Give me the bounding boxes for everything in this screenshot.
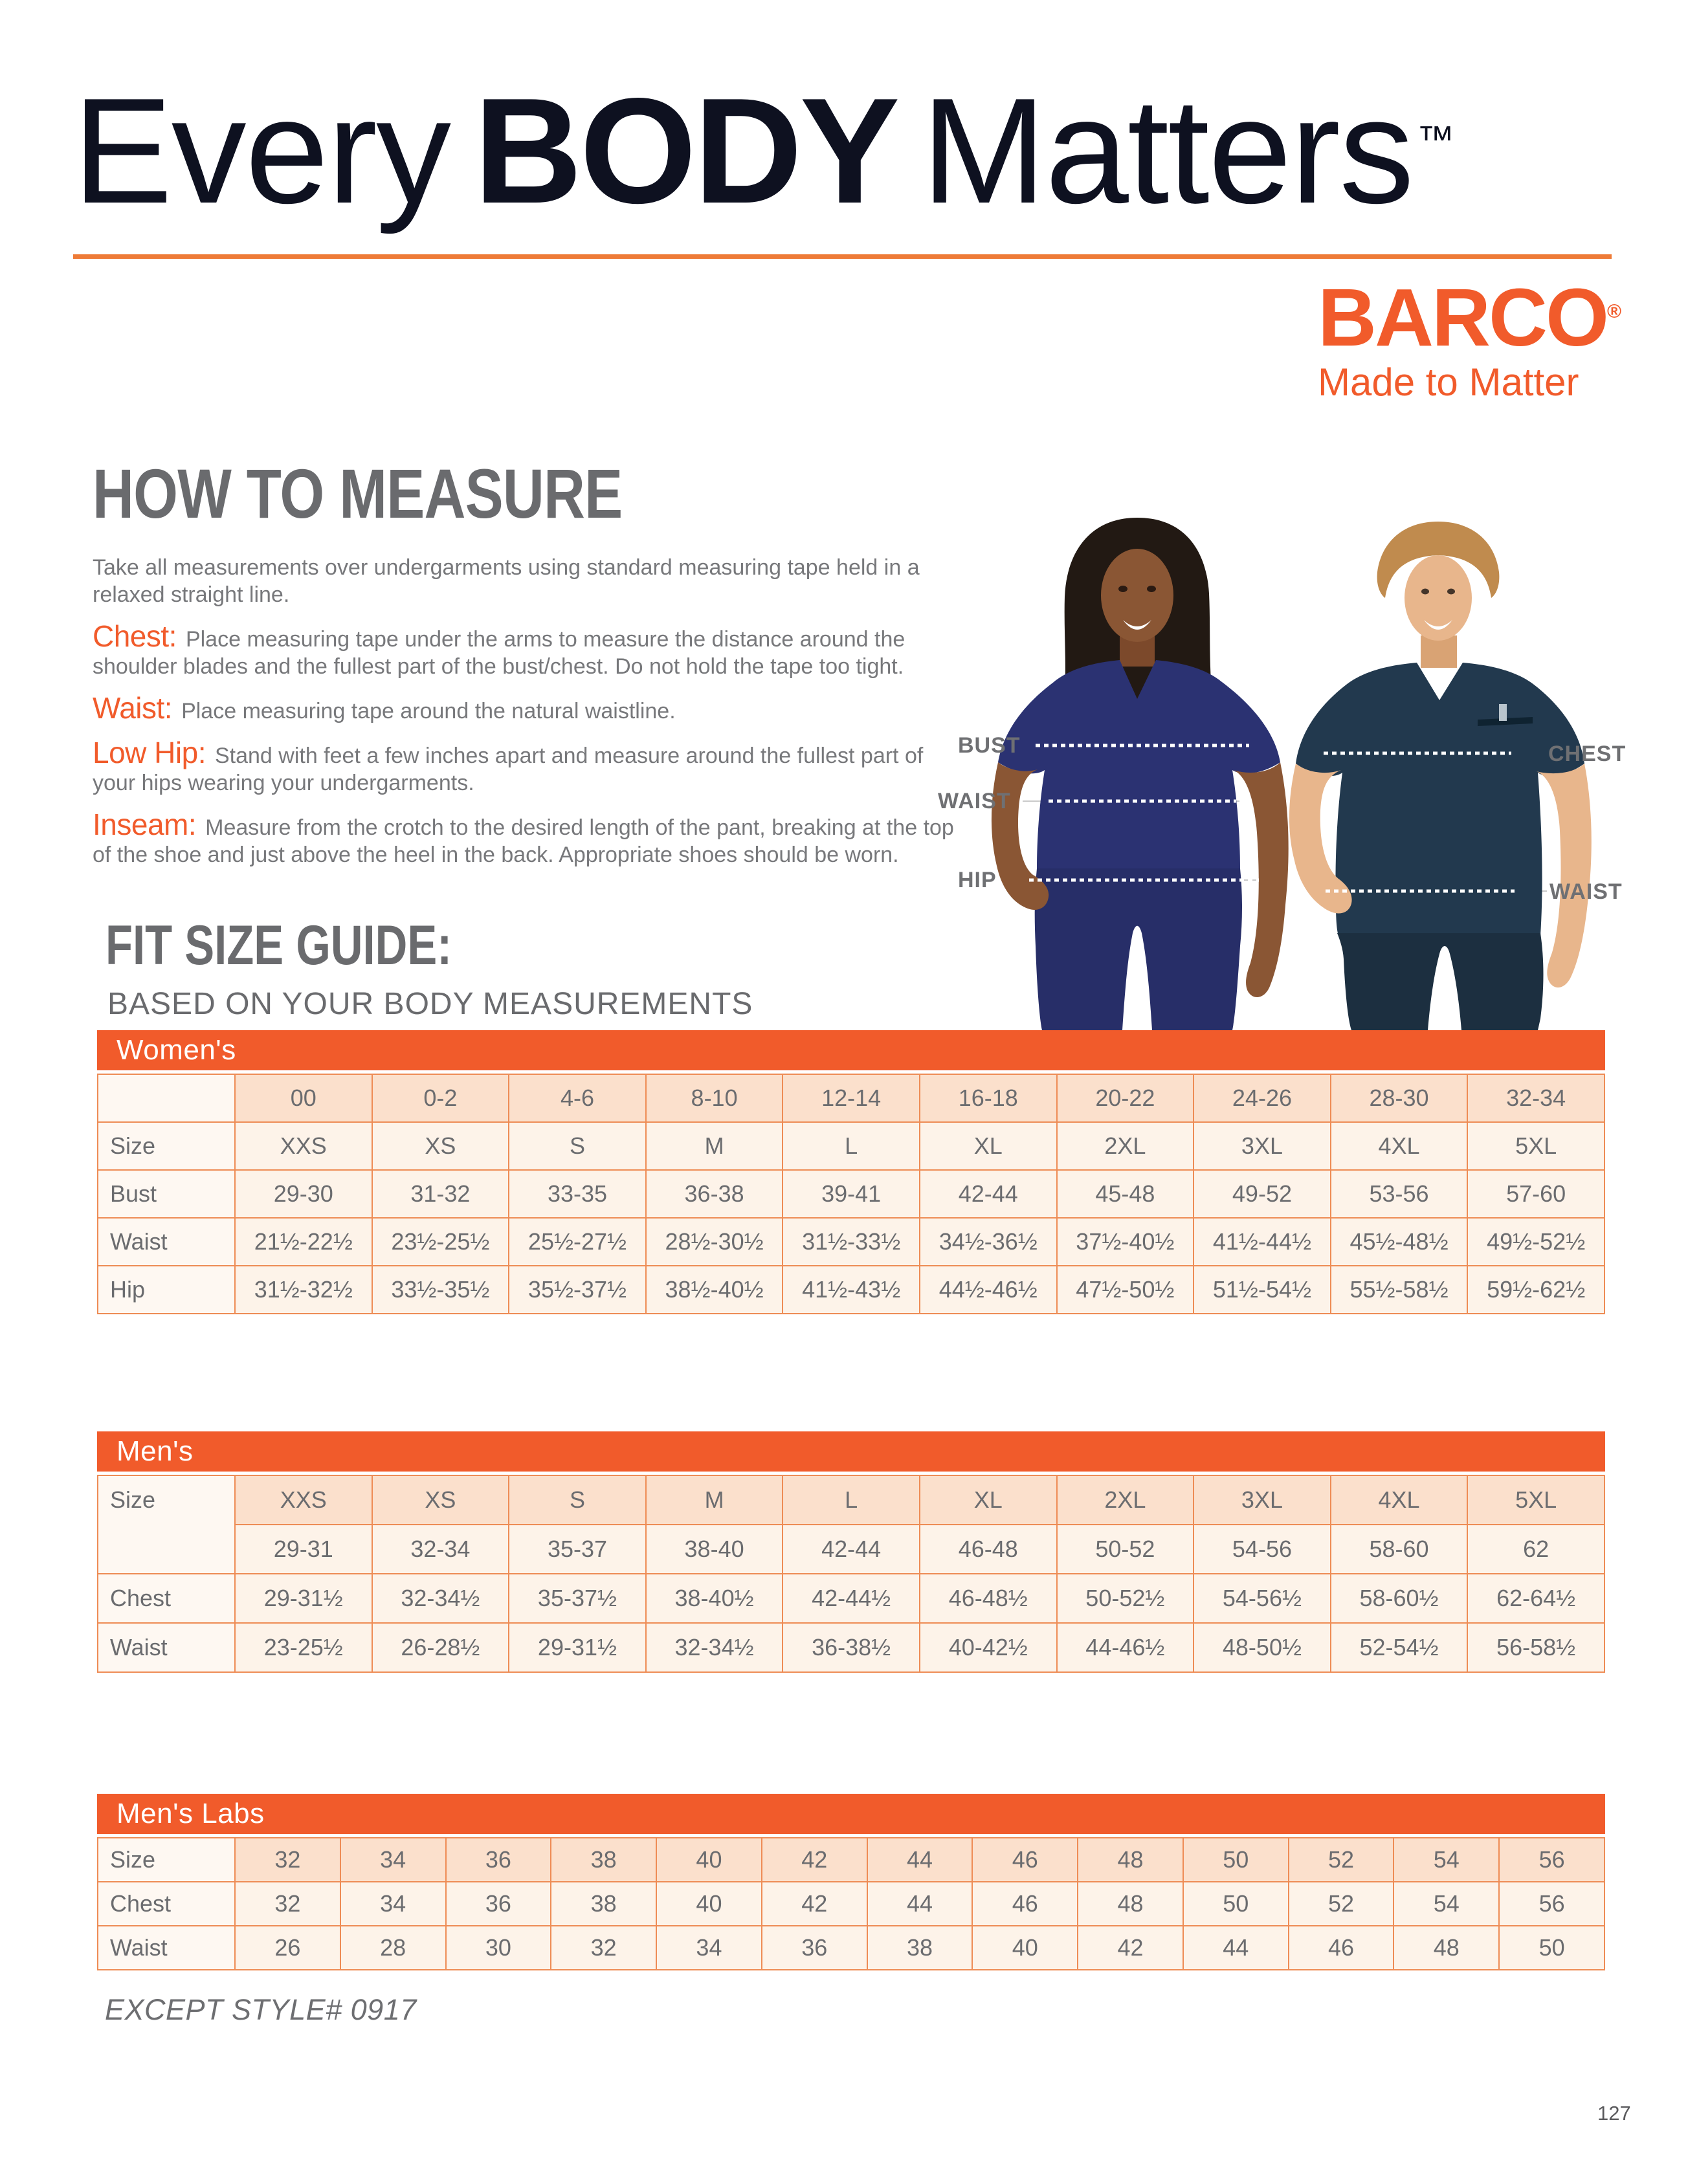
title-post: Matters xyxy=(921,67,1414,235)
size-value-cell: 2XL xyxy=(1057,1122,1194,1170)
size-value-cell: XS xyxy=(372,1475,509,1525)
size-value-cell: 40 xyxy=(972,1926,1078,1970)
size-value-cell: 3XL xyxy=(1194,1122,1331,1170)
size-value-cell: 32-34 xyxy=(372,1525,509,1574)
size-value-cell: 40-42½ xyxy=(920,1623,1057,1672)
row-label: Bust xyxy=(98,1170,235,1218)
woman-figure-illustration xyxy=(992,518,1289,1030)
size-value-cell: XL xyxy=(920,1122,1057,1170)
man-figure-illustration xyxy=(1289,522,1592,1030)
brand-logo xyxy=(1318,272,1622,404)
measure-label-chest: Chest: xyxy=(93,619,177,653)
size-value-cell: 56-58½ xyxy=(1467,1623,1605,1672)
size-value-cell: 42-44½ xyxy=(783,1574,920,1623)
fit-size-guide-subheading: BASED ON YOUR BODY MEASUREMENTS xyxy=(107,987,753,1021)
size-value-cell: 33-35 xyxy=(509,1170,646,1218)
size-value-cell: M xyxy=(646,1122,783,1170)
mens-size-table-section xyxy=(97,1431,1605,1673)
size-value-cell: 3XL xyxy=(1194,1475,1331,1525)
size-value-cell: 38 xyxy=(551,1882,656,1926)
hip-label: HIP xyxy=(958,868,997,892)
how-to-measure-copy xyxy=(93,554,960,883)
measure-label-waist: Waist: xyxy=(93,691,173,725)
size-value-cell: 47½-50½ xyxy=(1057,1266,1194,1314)
page-number: 127 xyxy=(1597,2102,1631,2124)
size-value-cell: XXS xyxy=(235,1475,372,1525)
size-value-cell: 50 xyxy=(1183,1882,1289,1926)
size-value-cell: 55½-58½ xyxy=(1331,1266,1468,1314)
orange-divider-rule xyxy=(73,254,1612,259)
size-value-cell: 40 xyxy=(656,1882,762,1926)
size-value-cell: 34 xyxy=(340,1882,446,1926)
size-value-cell: 57-60 xyxy=(1467,1170,1605,1218)
measure-intro: Take all measurements over undergarments using standard measuring tape held in a relaxed straight line. xyxy=(93,555,920,607)
size-value-cell: 34 xyxy=(340,1838,446,1882)
size-value-cell: 29-31½ xyxy=(235,1574,372,1623)
measure-item-low-hip xyxy=(93,736,960,797)
bust-label: BUST xyxy=(958,733,1021,758)
row-label: Waist xyxy=(98,1623,235,1672)
size-value-cell: XL xyxy=(920,1475,1057,1525)
size-value-cell: 45½-48½ xyxy=(1331,1218,1468,1266)
row-label: Size xyxy=(98,1122,235,1170)
measure-text-low-hip: Stand with feet a few inches apart and measure around the fullest part of your hips wearing your undergarments. xyxy=(93,744,924,795)
size-value-cell: 50-52 xyxy=(1057,1525,1194,1574)
row-label: Size xyxy=(98,1475,235,1574)
size-value-cell: 44 xyxy=(867,1882,973,1926)
size-value-cell: 31½-33½ xyxy=(783,1218,920,1266)
size-value-cell: 29-31½ xyxy=(509,1623,646,1672)
size-value-cell: 50 xyxy=(1499,1926,1605,1970)
size-value-cell: 38 xyxy=(867,1926,973,1970)
table-row xyxy=(98,1525,1605,1574)
title-pre: Every xyxy=(72,67,450,235)
mens-table-title-bar xyxy=(97,1431,1605,1472)
page-title xyxy=(72,67,1455,235)
man-waist-label: WAIST xyxy=(1549,879,1623,904)
size-value-cell: 44½-46½ xyxy=(920,1266,1057,1314)
size-value-cell: 24-26 xyxy=(1194,1074,1331,1122)
mens-labs-table-title: Men's Labs xyxy=(117,1798,265,1829)
size-value-cell: S xyxy=(509,1122,646,1170)
size-value-cell: 32 xyxy=(235,1838,340,1882)
size-value-cell: 42 xyxy=(762,1882,867,1926)
size-value-cell: 36-38 xyxy=(646,1170,783,1218)
size-value-cell: 46 xyxy=(972,1838,1078,1882)
size-value-cell: 35½-37½ xyxy=(509,1266,646,1314)
size-value-cell: 54 xyxy=(1394,1882,1499,1926)
size-value-cell: L xyxy=(783,1122,920,1170)
size-value-cell: 49-52 xyxy=(1194,1170,1331,1218)
size-value-cell: 4-6 xyxy=(509,1074,646,1122)
size-value-cell: 36 xyxy=(762,1926,867,1970)
mens-size-table xyxy=(97,1475,1605,1673)
size-value-cell: S xyxy=(509,1475,646,1525)
size-value-cell: 37½-40½ xyxy=(1057,1218,1194,1266)
registered-symbol: ® xyxy=(1606,301,1622,322)
table-row xyxy=(98,1122,1605,1170)
size-value-cell: 49½-52½ xyxy=(1467,1218,1605,1266)
table-row xyxy=(98,1170,1605,1218)
measurement-models-illustration xyxy=(926,506,1650,1030)
brand-logo-name xyxy=(1318,272,1622,363)
size-value-cell: 35-37 xyxy=(509,1525,646,1574)
row-label: Chest xyxy=(98,1882,235,1926)
size-value-cell: 33½-35½ xyxy=(372,1266,509,1314)
size-value-cell: 32-34 xyxy=(1467,1074,1605,1122)
size-value-cell: 31-32 xyxy=(372,1170,509,1218)
size-value-cell: 00 xyxy=(235,1074,372,1122)
table-row xyxy=(98,1623,1605,1672)
trademark-symbol: ™ xyxy=(1417,118,1455,160)
size-value-cell: 36 xyxy=(446,1838,551,1882)
style-exception-footnote: EXCEPT STYLE# 0917 xyxy=(105,1993,417,2026)
size-value-cell: 56 xyxy=(1499,1838,1605,1882)
size-value-cell: 25½-27½ xyxy=(509,1218,646,1266)
size-value-cell: 28 xyxy=(340,1926,446,1970)
how-to-measure-heading: HOW TO MEASURE xyxy=(93,454,623,533)
brand-wordmark: BARCO xyxy=(1318,272,1607,363)
size-value-cell: 46 xyxy=(1289,1926,1394,1970)
size-value-cell: 46-48½ xyxy=(920,1574,1057,1623)
size-value-cell: 53-56 xyxy=(1331,1170,1468,1218)
size-value-cell: 44-46½ xyxy=(1057,1623,1194,1672)
size-value-cell: 5XL xyxy=(1467,1475,1605,1525)
table-row xyxy=(98,1574,1605,1623)
size-value-cell: 29-30 xyxy=(235,1170,372,1218)
womens-table-title-bar xyxy=(97,1030,1605,1070)
mens-labs-table-title-bar xyxy=(97,1794,1605,1834)
size-value-cell: 42 xyxy=(1078,1926,1183,1970)
size-value-cell: 16-18 xyxy=(920,1074,1057,1122)
row-label: Hip xyxy=(98,1266,235,1314)
size-value-cell: 39-41 xyxy=(783,1170,920,1218)
size-value-cell: 59½-62½ xyxy=(1467,1266,1605,1314)
measure-text-chest: Place measuring tape under the arms to measure the distance around the shoulder blades and the fullest part of the bust/chest. Do not hold the tape too tight. xyxy=(93,627,905,679)
size-value-cell: 36 xyxy=(446,1882,551,1926)
size-value-cell: 52 xyxy=(1289,1882,1394,1926)
size-value-cell: 42-44 xyxy=(783,1525,920,1574)
row-label: Chest xyxy=(98,1574,235,1623)
size-value-cell: 32 xyxy=(551,1926,656,1970)
brand-tagline: Made to Matter xyxy=(1318,360,1579,404)
size-value-cell: 35-37½ xyxy=(509,1574,646,1623)
size-value-cell: 32-34½ xyxy=(372,1574,509,1623)
measure-label-inseam: Inseam: xyxy=(93,808,197,841)
size-value-cell: 50-52½ xyxy=(1057,1574,1194,1623)
size-value-cell: 2XL xyxy=(1057,1475,1194,1525)
size-value-cell: 23-25½ xyxy=(235,1623,372,1672)
size-value-cell: 48 xyxy=(1394,1926,1499,1970)
size-value-cell: 62-64½ xyxy=(1467,1574,1605,1623)
size-value-cell: 36-38½ xyxy=(783,1623,920,1672)
size-value-cell: 48 xyxy=(1078,1882,1183,1926)
size-value-cell: 54-56½ xyxy=(1194,1574,1331,1623)
size-value-cell: 44 xyxy=(1183,1926,1289,1970)
size-value-cell: 58-60½ xyxy=(1331,1574,1468,1623)
mens-labs-size-table xyxy=(97,1837,1605,1970)
size-value-cell: 38-40½ xyxy=(646,1574,783,1623)
size-value-cell: 4XL xyxy=(1331,1122,1468,1170)
size-value-cell: 34½-36½ xyxy=(920,1218,1057,1266)
size-value-cell: 32-34½ xyxy=(646,1623,783,1672)
size-value-cell: 40 xyxy=(656,1838,762,1882)
size-value-cell: 26-28½ xyxy=(372,1623,509,1672)
size-value-cell: 8-10 xyxy=(646,1074,783,1122)
size-value-cell: 41½-44½ xyxy=(1194,1218,1331,1266)
table-row xyxy=(98,1074,1605,1122)
size-value-cell: 23½-25½ xyxy=(372,1218,509,1266)
measure-item-waist xyxy=(93,691,960,725)
size-value-cell: 50 xyxy=(1183,1838,1289,1882)
table-row xyxy=(98,1838,1605,1882)
size-value-cell: 29-31 xyxy=(235,1525,372,1574)
mens-labs-size-table-section xyxy=(97,1794,1605,1970)
measure-item-inseam xyxy=(93,808,960,868)
title-emphasis: BODY xyxy=(474,67,898,235)
chest-label: CHEST xyxy=(1548,742,1627,766)
size-value-cell: 51½-54½ xyxy=(1194,1266,1331,1314)
table-row xyxy=(98,1218,1605,1266)
size-value-cell: 52 xyxy=(1289,1838,1394,1882)
size-value-cell: 54 xyxy=(1394,1838,1499,1882)
size-value-cell: 45-48 xyxy=(1057,1170,1194,1218)
table-row xyxy=(98,1926,1605,1970)
table-row xyxy=(98,1475,1605,1525)
size-value-cell: XS xyxy=(372,1122,509,1170)
size-value-cell: 31½-32½ xyxy=(235,1266,372,1314)
size-value-cell: 4XL xyxy=(1331,1475,1468,1525)
size-value-cell: 38½-40½ xyxy=(646,1266,783,1314)
woman-waist-label: WAIST xyxy=(938,789,1011,813)
size-value-cell: XXS xyxy=(235,1122,372,1170)
measure-item-chest xyxy=(93,619,960,680)
row-label xyxy=(98,1074,235,1122)
table-row xyxy=(98,1266,1605,1314)
size-value-cell: 12-14 xyxy=(783,1074,920,1122)
size-value-cell: M xyxy=(646,1475,783,1525)
womens-size-table-section xyxy=(97,1030,1605,1314)
size-value-cell: 58-60 xyxy=(1331,1525,1468,1574)
womens-size-table xyxy=(97,1074,1605,1314)
size-value-cell: L xyxy=(783,1475,920,1525)
size-value-cell: 26 xyxy=(235,1926,340,1970)
size-value-cell: 62 xyxy=(1467,1525,1605,1574)
measure-label-low-hip: Low Hip: xyxy=(93,736,206,769)
size-value-cell: 42 xyxy=(762,1838,867,1882)
size-value-cell: 30 xyxy=(446,1926,551,1970)
size-value-cell: 48-50½ xyxy=(1194,1623,1331,1672)
size-value-cell: 44 xyxy=(867,1838,973,1882)
size-value-cell: 38-40 xyxy=(646,1525,783,1574)
size-value-cell: 46 xyxy=(972,1882,1078,1926)
fit-size-guide-heading: FIT SIZE GUIDE: xyxy=(105,914,452,976)
size-value-cell: 41½-43½ xyxy=(783,1266,920,1314)
size-value-cell: 20-22 xyxy=(1057,1074,1194,1122)
size-value-cell: 46-48 xyxy=(920,1525,1057,1574)
womens-table-title: Women's xyxy=(117,1034,236,1066)
measure-text-inseam: Measure from the crotch to the desired length of the pant, breaking at the top of the shoe and just above the heel in the back. Appropriate shoes should be worn. xyxy=(93,815,954,867)
size-value-cell: 5XL xyxy=(1467,1122,1605,1170)
size-value-cell: 28-30 xyxy=(1331,1074,1468,1122)
size-value-cell: 28½-30½ xyxy=(646,1218,783,1266)
table-row xyxy=(98,1882,1605,1926)
measure-text-waist: Place measuring tape around the natural waistline. xyxy=(181,699,676,723)
size-value-cell: 38 xyxy=(551,1838,656,1882)
row-label: Waist xyxy=(98,1218,235,1266)
size-value-cell: 42-44 xyxy=(920,1170,1057,1218)
size-value-cell: 52-54½ xyxy=(1331,1623,1468,1672)
size-value-cell: 0-2 xyxy=(372,1074,509,1122)
size-value-cell: 21½-22½ xyxy=(235,1218,372,1266)
size-value-cell: 56 xyxy=(1499,1882,1605,1926)
size-value-cell: 34 xyxy=(656,1926,762,1970)
row-label: Size xyxy=(98,1838,235,1882)
size-value-cell: 48 xyxy=(1078,1838,1183,1882)
row-label: Waist xyxy=(98,1926,235,1970)
models-svg xyxy=(926,506,1650,1030)
mens-table-title: Men's xyxy=(117,1435,194,1467)
size-value-cell: 32 xyxy=(235,1882,340,1926)
size-value-cell: 54-56 xyxy=(1194,1525,1331,1574)
